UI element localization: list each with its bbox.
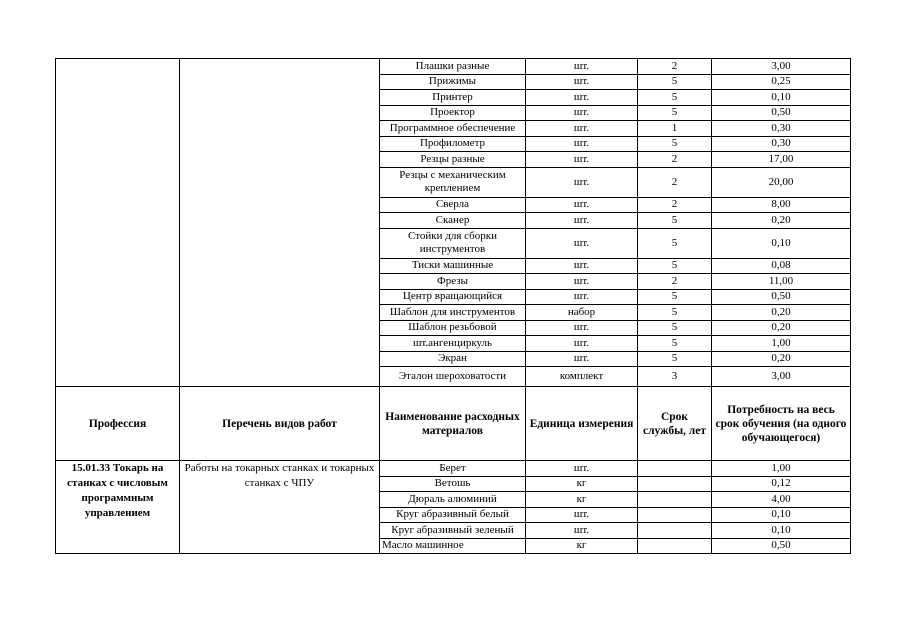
material-life: 5 — [638, 90, 712, 106]
material-unit: кг — [526, 476, 638, 492]
material-life: 5 — [638, 105, 712, 121]
material-need: 0,20 — [712, 305, 851, 321]
material-need: 3,00 — [712, 367, 851, 387]
material-name: Центр вращающийся — [380, 289, 526, 305]
material-need: 1,00 — [712, 336, 851, 352]
header-profession: Профессия — [56, 387, 180, 461]
material-life — [638, 523, 712, 539]
material-life: 5 — [638, 336, 712, 352]
material-need: 0,20 — [712, 351, 851, 367]
material-need: 17,00 — [712, 152, 851, 168]
material-unit: кг — [526, 492, 638, 508]
material-name: Прижимы — [380, 74, 526, 90]
material-need: 1,00 — [712, 461, 851, 477]
material-name: Экран — [380, 351, 526, 367]
material-life: 5 — [638, 320, 712, 336]
material-need: 4,00 — [712, 492, 851, 508]
material-unit: шт. — [526, 152, 638, 168]
material-need: 8,00 — [712, 197, 851, 213]
materials-table — [55, 58, 851, 554]
material-unit: шт. — [526, 121, 638, 137]
material-life: 2 — [638, 152, 712, 168]
material-life: 5 — [638, 258, 712, 274]
table-row — [56, 59, 851, 75]
material-need: 0,50 — [712, 538, 851, 554]
material-name: Фрезы — [380, 274, 526, 290]
material-life: 5 — [638, 305, 712, 321]
material-unit: шт. — [526, 274, 638, 290]
material-unit: шт. — [526, 228, 638, 258]
material-name: Проектор — [380, 105, 526, 121]
header-need: Потребность на весь срок обучения (на одного обучающегося) — [712, 387, 851, 461]
material-unit: шт. — [526, 320, 638, 336]
material-name: Сканер — [380, 213, 526, 229]
material-name: Принтер — [380, 90, 526, 106]
material-life: 5 — [638, 213, 712, 229]
material-unit: шт. — [526, 105, 638, 121]
header-row — [56, 387, 851, 461]
material-name: Берет — [380, 461, 526, 477]
material-name: Стойки для сборки инструментов — [380, 228, 526, 258]
material-unit: шт. — [526, 167, 638, 197]
material-unit: шт. — [526, 197, 638, 213]
material-need: 0,12 — [712, 476, 851, 492]
works-cell-empty — [180, 59, 380, 387]
material-life: 3 — [638, 367, 712, 387]
material-unit: шт. — [526, 289, 638, 305]
material-need: 0,25 — [712, 74, 851, 90]
material-unit: шт. — [526, 336, 638, 352]
material-name: Дюраль алюминий — [380, 492, 526, 508]
material-unit: шт. — [526, 90, 638, 106]
material-name: Шаблон для инструментов — [380, 305, 526, 321]
material-unit: шт. — [526, 74, 638, 90]
material-life: 2 — [638, 274, 712, 290]
material-name: Масло машинное — [380, 538, 526, 554]
material-life: 1 — [638, 121, 712, 137]
material-need: 0,20 — [712, 320, 851, 336]
material-name: Круг абразивный белый — [380, 507, 526, 523]
material-name: Резцы разные — [380, 152, 526, 168]
material-name: Шаблон резьбовой — [380, 320, 526, 336]
material-life — [638, 476, 712, 492]
material-need: 0,10 — [712, 90, 851, 106]
material-unit: шт. — [526, 59, 638, 75]
material-unit: шт. — [526, 258, 638, 274]
material-life — [638, 507, 712, 523]
material-need: 0,30 — [712, 121, 851, 137]
material-name: Тиски машинные — [380, 258, 526, 274]
material-need: 0,30 — [712, 136, 851, 152]
profession-name: 15.01.33 Токарь на станках с числовым программным управлением — [56, 461, 180, 554]
material-life — [638, 538, 712, 554]
table-row — [56, 461, 851, 477]
material-unit: набор — [526, 305, 638, 321]
material-unit: шт. — [526, 136, 638, 152]
material-need: 0,50 — [712, 105, 851, 121]
material-life: 2 — [638, 197, 712, 213]
material-life: 5 — [638, 351, 712, 367]
header-works: Перечень видов работ — [180, 387, 380, 461]
material-name: Программное обеспечение — [380, 121, 526, 137]
works-description: Работы на токарных станках и токарных станках с ЧПУ — [180, 461, 380, 554]
material-need: 0,50 — [712, 289, 851, 305]
material-name: шт.ангенциркуль — [380, 336, 526, 352]
material-life: 5 — [638, 228, 712, 258]
material-unit: шт. — [526, 213, 638, 229]
material-need: 11,00 — [712, 274, 851, 290]
material-unit: шт. — [526, 523, 638, 539]
material-unit: шт. — [526, 507, 638, 523]
material-need: 0,08 — [712, 258, 851, 274]
material-name: Круг абразивный зеленый — [380, 523, 526, 539]
material-need: 20,00 — [712, 167, 851, 197]
material-life — [638, 492, 712, 508]
header-materials: Наименование расходных материалов — [380, 387, 526, 461]
material-need: 0,20 — [712, 213, 851, 229]
material-need: 0,10 — [712, 523, 851, 539]
material-name: Сверла — [380, 197, 526, 213]
material-name: Резцы с механическим креплением — [380, 167, 526, 197]
material-life — [638, 461, 712, 477]
material-life: 5 — [638, 136, 712, 152]
material-unit: шт. — [526, 351, 638, 367]
material-unit: шт. — [526, 461, 638, 477]
material-name: Эталон шероховатости — [380, 367, 526, 387]
material-name: Плашки разные — [380, 59, 526, 75]
material-unit: комплект — [526, 367, 638, 387]
header-life: Срок службы, лет — [638, 387, 712, 461]
material-name: Профилометр — [380, 136, 526, 152]
material-need: 0,10 — [712, 507, 851, 523]
material-need: 3,00 — [712, 59, 851, 75]
material-life: 5 — [638, 289, 712, 305]
material-need: 0,10 — [712, 228, 851, 258]
material-life: 2 — [638, 59, 712, 75]
material-life: 5 — [638, 74, 712, 90]
material-unit: кг — [526, 538, 638, 554]
material-name: Ветошь — [380, 476, 526, 492]
profession-cell-empty — [56, 59, 180, 387]
header-unit: Единица измерения — [526, 387, 638, 461]
material-life: 2 — [638, 167, 712, 197]
